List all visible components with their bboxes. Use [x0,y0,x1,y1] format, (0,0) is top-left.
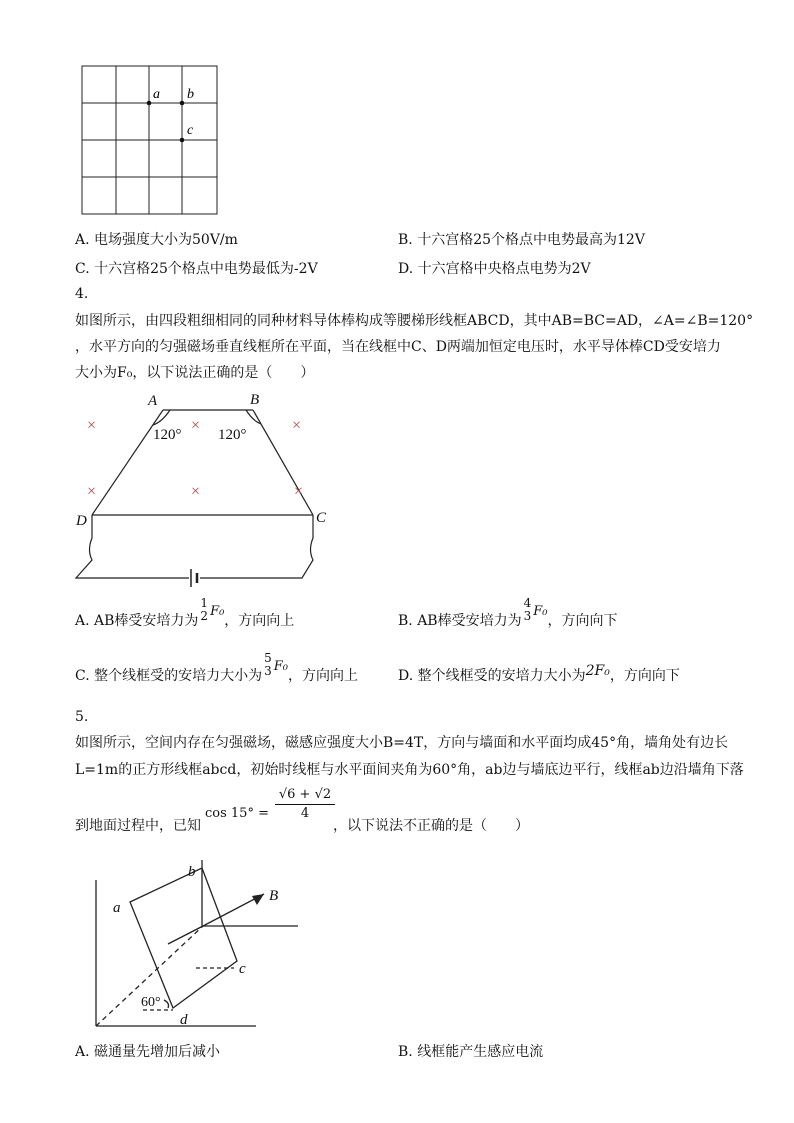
q4-option-b-suffix: ，方向向下 [547,613,618,629]
label-b: b [187,87,194,102]
square-frame-figure [88,858,308,1033]
field-B-label: B [269,888,279,904]
label-c: c [187,123,194,138]
cos-den: 4 [300,806,310,821]
q4-stem-line3: 大小为F₀，以下说法正确的是（ ） [75,365,315,381]
trapezoid-figure [70,388,340,593]
q4-option-a[interactable] [75,596,295,632]
frac-den: 3 [523,609,532,623]
q5-option-b[interactable]: B. 线框能产生感应电流 [398,1044,544,1060]
cross-6: × [294,483,304,500]
cross-5: × [191,483,201,500]
q3-option-d[interactable]: D. 十六宫格中央格点电势为2V [398,261,591,277]
frac-den: 2 [200,609,209,623]
q4-number: 4. [75,286,89,302]
q4-option-a-fraction [200,597,208,623]
grid-figure [80,64,220,218]
q4-stem-line2: ，水平方向的匀强磁场垂直线框所在平面，当在线框中C、D两端加恒定电压时，水平导体棒CD受安培力 [75,339,721,355]
vertex-c: c [239,961,246,977]
q4-option-a-symbol: F₀ [210,604,225,619]
frac-num: 1 [200,596,209,610]
frac-num: 4 [523,596,532,610]
q4-option-a-prefix: A. AB棒受安培力为 [75,613,199,629]
q4-option-c-symbol: F₀ [273,659,288,674]
q4-option-d-suffix: ，方向向下 [609,668,680,684]
q4-stem-line1: 如图所示，由四段粗细相同的同种材料导体棒构成等腰梯形线框ABCD，其中AB=BC=AD，∠A=∠B=120° [75,313,754,329]
q5-stem-line2: L=1m的正方形线框abcd，初始时线框与水平面间夹角为60°角，ab边与墙底边平行，线框ab边沿墙角下落 [75,762,744,778]
q3-option-c[interactable]: C. 十六宫格25个格点中电势最低为-2V [75,261,318,277]
point-c [180,138,185,143]
cross-2: × [191,417,201,434]
q4-option-c[interactable] [75,651,358,687]
vertex-a: a [113,900,121,916]
cos-frac [275,786,335,823]
q4-option-d[interactable] [398,663,680,686]
q4-option-b-symbol: F₀ [533,604,548,619]
label-a: a [153,87,160,102]
vertex-C: C [316,510,327,526]
cos-formula [201,787,333,836]
cos-lhs: cos 15° = [205,806,269,821]
q3-option-b[interactable]: B. 十六宫格25个格点中电势最高为12V [398,232,645,248]
q3-option-a[interactable]: A. 电场强度大小为50V/m [75,232,238,248]
q5-stem-line3-suffix: ，以下说法不正确的是（ ） [333,818,529,834]
angle-60-label: 60° [141,995,161,1010]
vertex-D: D [76,513,87,529]
cross-1: × [87,417,97,434]
angle-A-label: 120° [153,427,182,443]
cos-num: √6 + √2 [275,786,335,805]
q4-option-c-prefix: C. 整个线框受的安培力大小为 [75,668,263,684]
q5-option-a[interactable]: A. 磁通量先增加后减小 [75,1044,221,1060]
point-a [147,101,152,106]
vertex-d: d [180,1012,188,1028]
q5-number: 5. [75,709,89,725]
cross-4: × [87,483,97,500]
frac-num: 5 [264,651,272,665]
frac-den: 3 [264,664,272,678]
q5-stem-line1: 如图所示，空间内存在匀强磁场，磁感应强度大小B=4T，方向与墙面和水平面均成45°角，墙角处有边长 [75,735,729,751]
q4-option-c-suffix: ，方向向上 [288,668,358,684]
q4-option-b-fraction [524,597,532,623]
vertex-b: b [188,864,196,880]
q4-option-d-prefix: D. 整个线框受的安培力大小为 [398,668,586,684]
vertex-A: A [148,393,158,409]
q4-option-d-value: 2F₀ [585,663,610,679]
cross-3: × [292,417,302,434]
q4-option-a-suffix: ，方向向上 [224,613,295,629]
q4-option-b-prefix: B. AB棒受安培力为 [398,613,522,629]
vertex-B: B [250,392,260,408]
q5-stem-line3-prefix: 到地面过程中，已知 [75,818,201,834]
q4-option-c-fraction [264,652,272,678]
point-b [180,101,185,106]
q4-option-b[interactable] [398,596,618,632]
angle-B-label: 120° [218,427,247,443]
q5-stem-line3 [75,787,529,836]
